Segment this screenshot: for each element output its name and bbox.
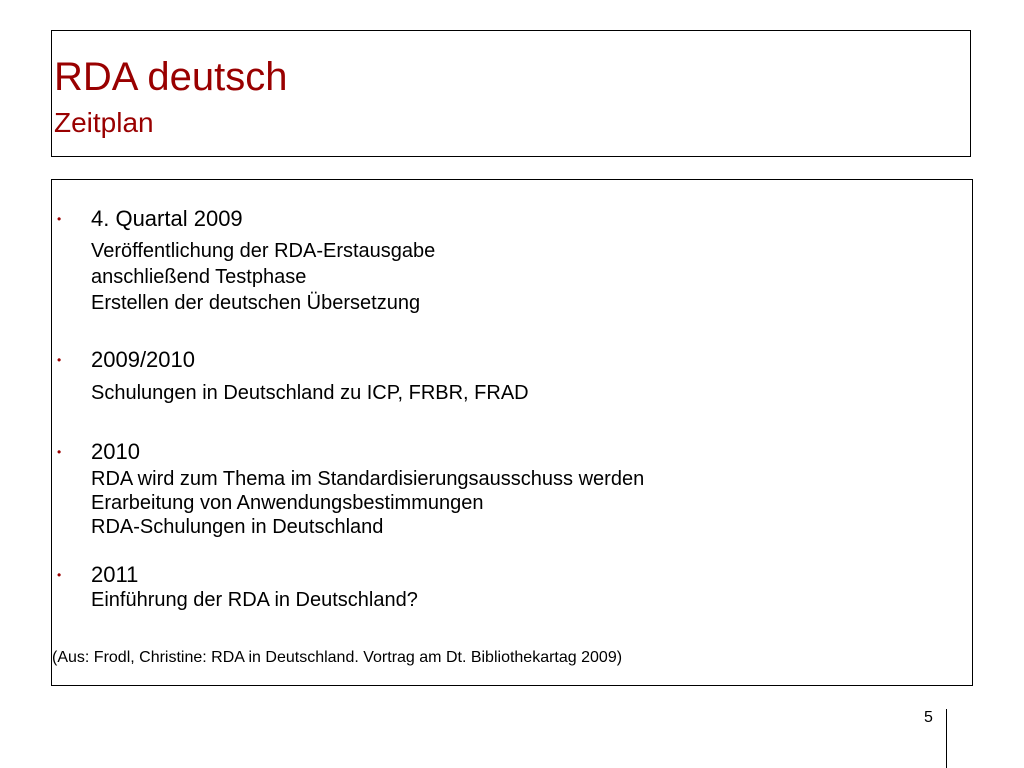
- timeline-heading: 2010: [91, 439, 140, 464]
- slide-title: RDA deutsch: [54, 55, 288, 99]
- timeline-heading: 4. Quartal 2009: [91, 206, 243, 231]
- timeline-line: Erstellen der deutschen Übersetzung: [91, 292, 421, 314]
- timeline-heading: 2009/2010: [91, 347, 195, 372]
- timeline-line: Schulungen in Deutschland zu ICP, FRBR, FRAD: [91, 382, 529, 404]
- source-citation: (Aus: Frodl, Christine: RDA in Deutschland. Vortrag am Dt. Bibliothekartag 2009): [52, 649, 623, 666]
- timeline-line: RDA-Schulungen in Deutschland: [91, 516, 384, 538]
- slide-subtitle: Zeitplan: [54, 107, 154, 138]
- page-number: 5: [924, 709, 933, 726]
- timeline-heading: 2011: [91, 562, 139, 587]
- timeline-line: Erarbeitung von Anwendungsbestimmungen: [91, 492, 484, 514]
- title-box: [51, 30, 971, 157]
- timeline-line: RDA wird zum Thema im Standardisierungsausschuss werden: [91, 468, 645, 490]
- bullet-icon: •: [57, 353, 62, 367]
- bullet-icon: •: [57, 568, 62, 582]
- bullet-icon: •: [57, 445, 62, 459]
- content-box: [51, 179, 973, 686]
- timeline-line: Einführung der RDA in Deutschland?: [91, 589, 418, 611]
- bullet-icon: •: [57, 212, 62, 226]
- timeline-line: anschließend Testphase: [91, 266, 307, 288]
- timeline-line: Veröffentlichung der RDA-Erstausgabe: [91, 240, 436, 262]
- page-divider: [946, 709, 947, 768]
